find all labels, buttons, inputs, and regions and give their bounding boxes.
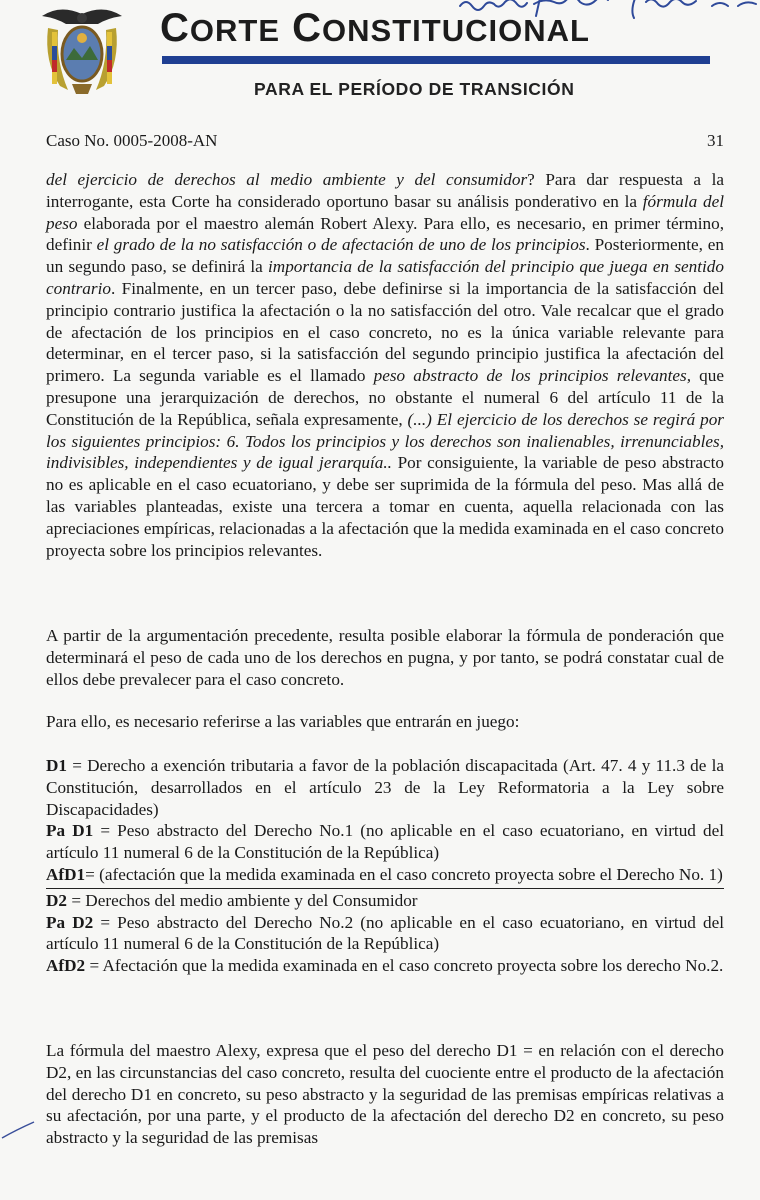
italic-run: importancia de la satisfacción del principio que juega en sentido contrario	[46, 257, 724, 298]
coat-of-arms-emblem	[38, 2, 126, 98]
definition-term: Pa D1	[46, 821, 94, 841]
text-run: que presupone una jerarquización de derechos, no obstante el numeral 6 del artículo 11 de la Constitución de la República, señala expresamente,	[46, 366, 724, 429]
italic-run: (...) El ejercicio de los derechos se regirá por los siguientes principios: 6. Todos los principios y los derechos son inalienables, irrenunciables, indivisibles, independientes y de igual jerarquía..	[46, 409, 724, 473]
italic-run: el grado de la no satisfacción o de afectación de uno de los principios	[96, 235, 586, 255]
definition-d2	[46, 890, 724, 912]
text-run: ? Para dar respuesta a la interrogante, esta Corte ha considerado oportuno basar su análisis ponderativo en la	[46, 170, 724, 211]
definition-text: = Afectación que la medida examinada en el caso concreto proyecta sobre los derecho No.2.	[85, 956, 724, 976]
body-paragraph-variables-intro: Para ello, es necesario referirse a las variables que entrarán en juego:	[46, 712, 520, 731]
header-divider	[162, 56, 710, 64]
page-number: 31	[707, 131, 724, 150]
definition-text: = Peso abstracto del Derecho No.1 (no aplicable en el caso ecuatoriano, en virtud del artículo 11 numeral 6 de la Constitución de la República)	[46, 821, 724, 863]
definition-text: = Derecho a exención tributaria a favor de la población discapacitada (Art. 47. 4 y 11.3 de la Constitución, desarrollados en el artículo 23 de la Ley Reformatoria a la Ley sobre Discapacidades)	[46, 756, 724, 819]
definition-afd1	[46, 864, 724, 886]
italic-run: fórmula del peso	[46, 191, 724, 233]
definition-text: = (afectación que la medida examinada en el caso concreto proyecta sobre el Derecho No. 1)	[85, 864, 723, 884]
definition-term: AfD1	[46, 864, 86, 884]
definition-afd2	[46, 955, 724, 977]
definition-text: = Derechos del medio ambiente y del Consumidor	[67, 890, 418, 910]
italic-run: del ejercicio de derechos al medio ambiente y del consumidor	[46, 170, 528, 189]
definition-text: = Peso abstracto del Derecho No.2 (no aplicable en el caso ecuatoriano, en virtud del artículo 11 numeral 6 de la Constitución de la República)	[46, 912, 724, 954]
definition-term: Pa D2	[46, 912, 94, 932]
definition-pa-d1	[46, 820, 724, 864]
text-run: . Posteriormente, en un segundo paso, se definirá la	[46, 235, 724, 277]
variable-definitions	[46, 755, 724, 977]
text-run: Por consiguiente, la variable de peso abstracto no es aplicable en el caso ecuatoriano, y debe ser suprimida de la fórmula del peso. Mas allá de las variables planteadas, existe una tercera a tomar en cuenta, aquella relacionada con las apreciaciones empíricas, relacionadas a la afectación que la medida examinada en el caso concreto proyecta sobre los principios relevantes.	[46, 453, 724, 560]
margin-pen-mark	[0, 1118, 40, 1142]
definition-d1	[46, 755, 724, 820]
definition-term: AfD2	[46, 956, 86, 976]
italic-run: peso abstracto de los principios relevantes,	[373, 366, 692, 386]
definition-pa-d2	[46, 912, 724, 956]
body-paragraph-argumentation: A partir de la argumentación precedente, resulta posible elaborar la fórmula de ponderación que determinará el peso de cada uno de los derechos en pugna, y por tanto, se podrá constatar cual de ellos debe prevalecer para el caso concreto.	[46, 626, 724, 689]
body-paragraph-analysis	[46, 169, 724, 561]
text-run: . Finalmente, en un tercer paso, debe definirse si la importancia de la satisfacción del principio contrario justifica la afectación o la no satisfacción del otro. Vale recalcar que el grado de afectación de los principios en el caso concreto, no es la única variable relevante para determinar, en el tercer paso, si la satisfacción del segundo principio justifica la afectación del primero. La segunda variable es el llamado	[46, 278, 724, 386]
definition-term: D1	[46, 756, 68, 775]
definitions-divider	[46, 888, 724, 889]
institution-subtitle: PARA EL PERÍODO DE TRANSICIÓN	[254, 79, 575, 99]
case-number: Caso No. 0005-2008-AN	[46, 131, 218, 150]
definition-term: D2	[46, 890, 68, 910]
institution-title: CORTE CONSTITUCIONAL	[160, 6, 590, 50]
text-run: elaborada por el maestro alemán Robert Alexy. Para ello, es necesario, en primer término, definir	[46, 213, 724, 255]
body-paragraph-alexy-formula: La fórmula del maestro Alexy, expresa que el peso del derecho D1 = en relación con el derecho D2, en las circunstancias del caso concreto, resulta del cuociente entre el producto de la afectación del derecho D1 en concreto, su peso abstracto y la seguridad de las premisas empíricas relativas a su afectación, por una parte, y el producto de la afectación del derecho D2 en concreto, su peso abstracto y la seguridad de las premisas	[46, 1041, 724, 1148]
